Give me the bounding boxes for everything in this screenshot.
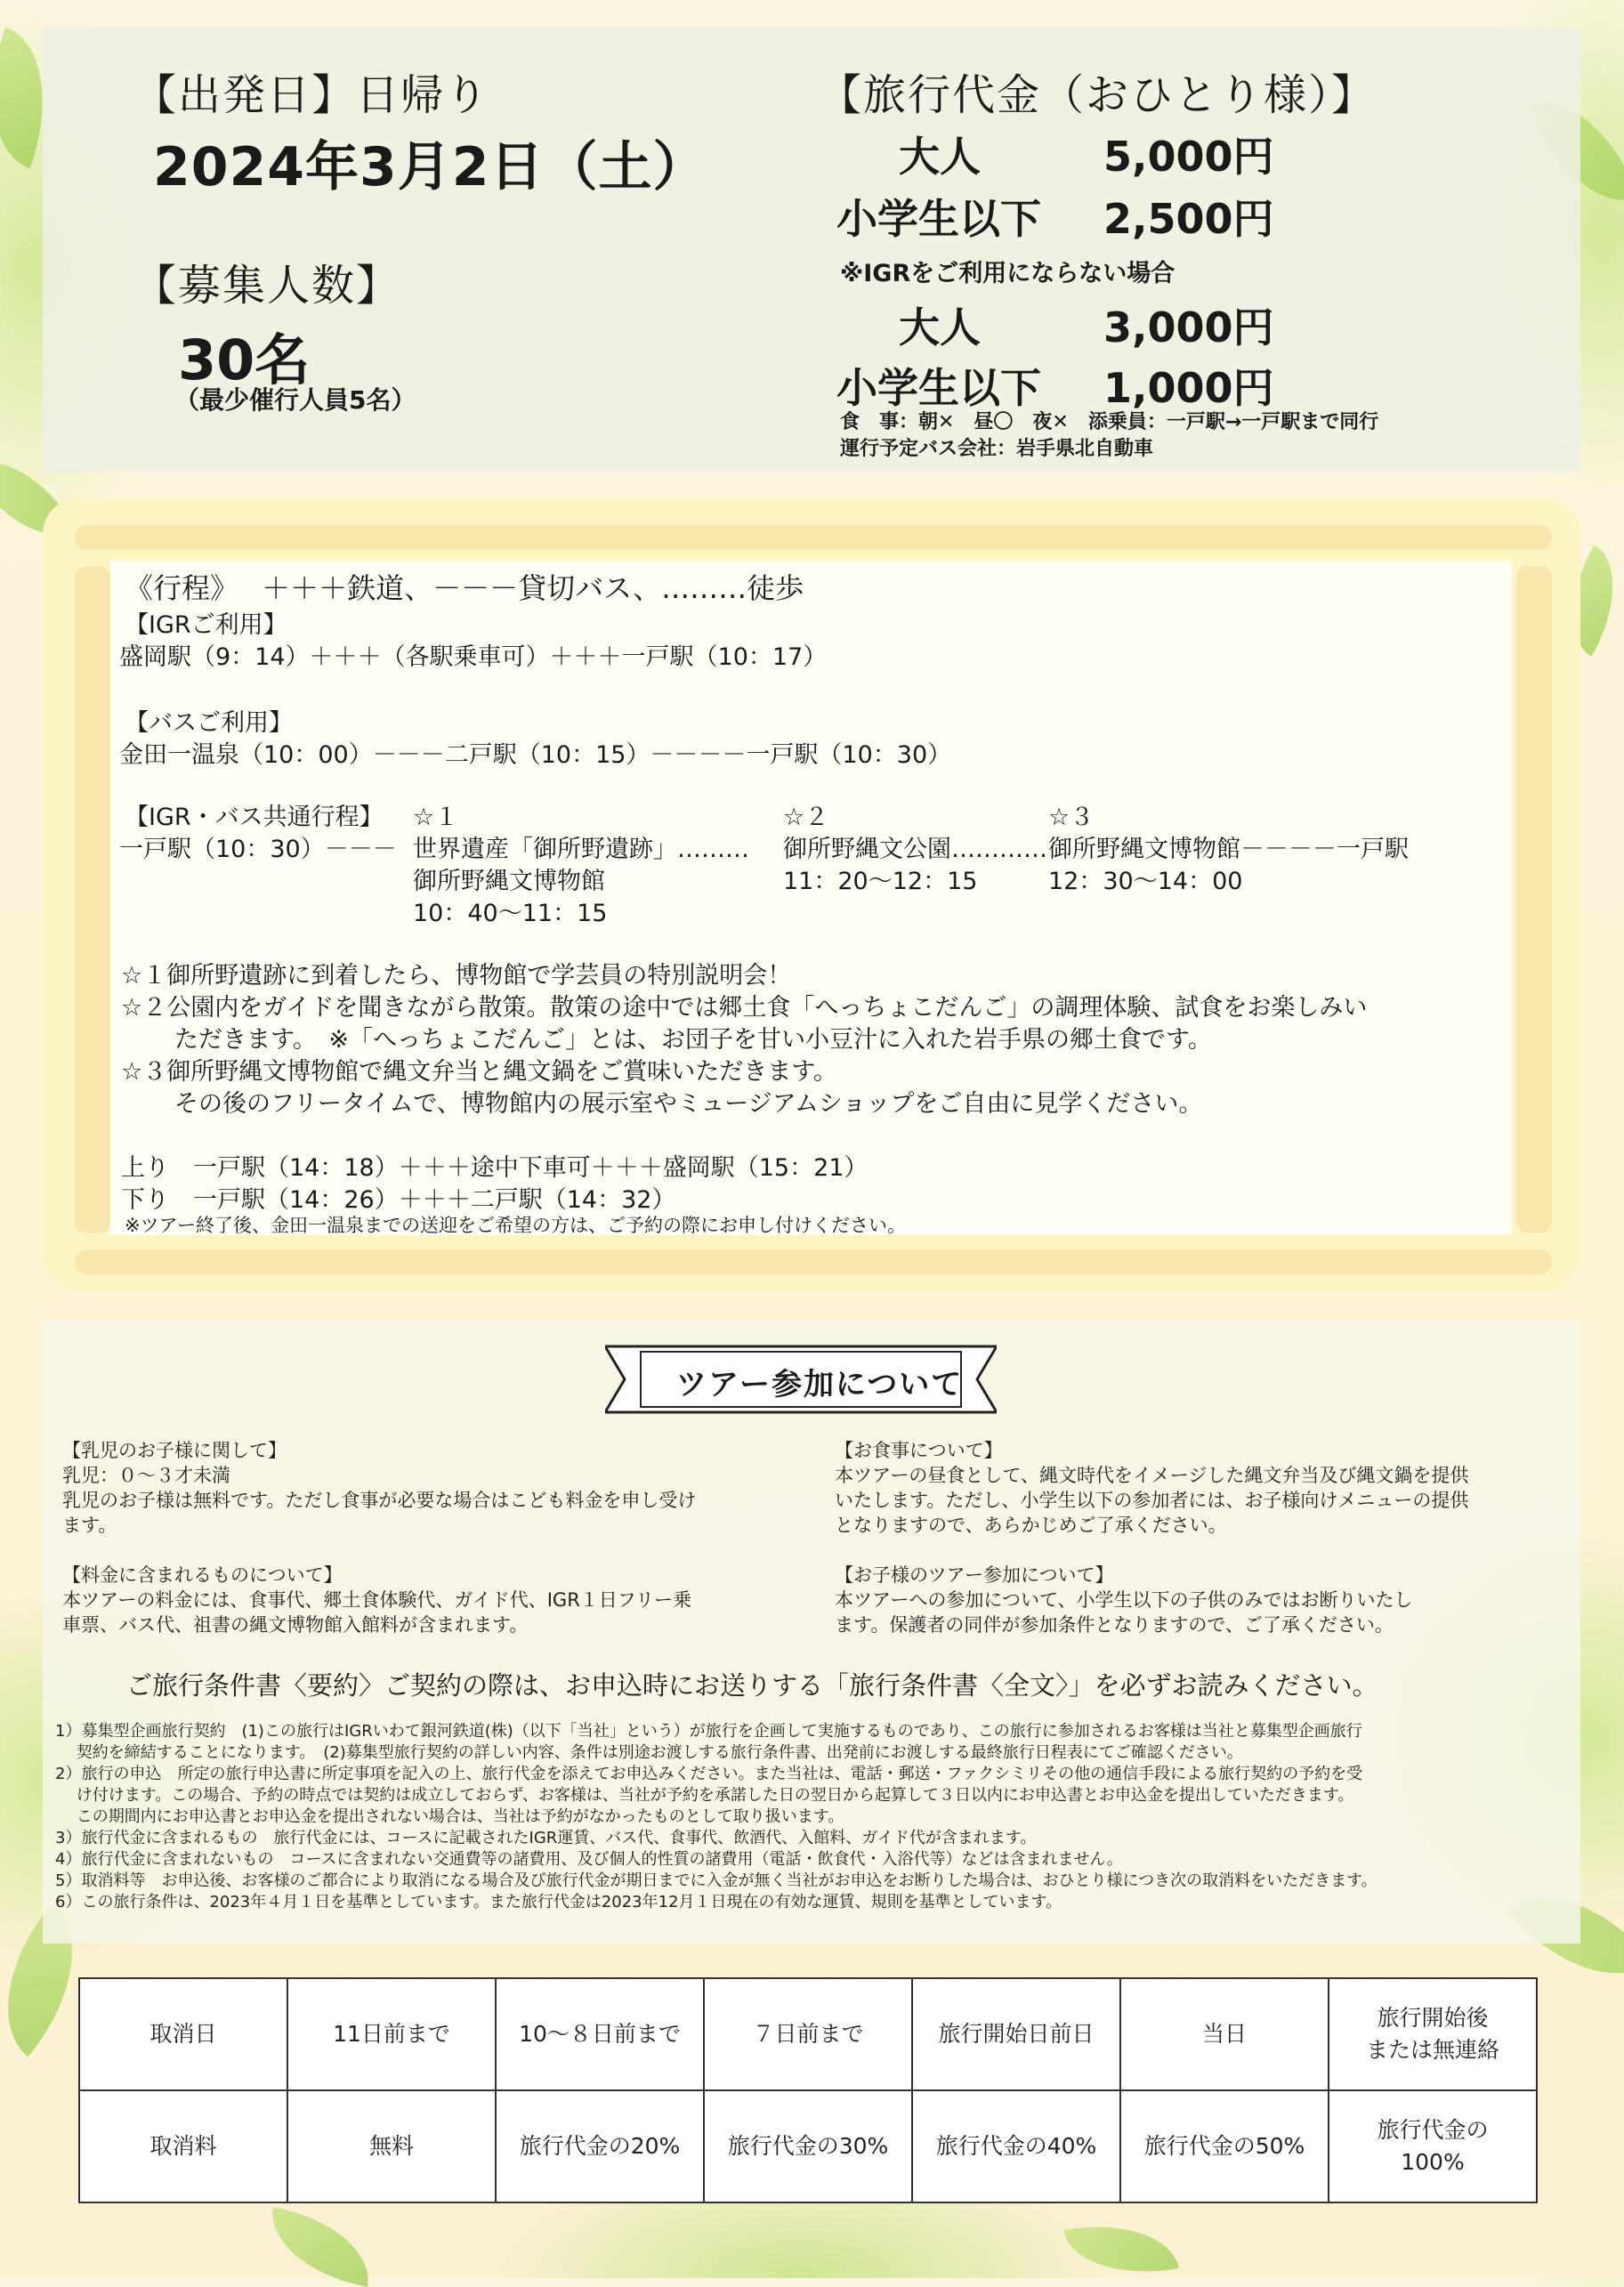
price-adult-label: 大人 bbox=[899, 133, 981, 181]
table-cell: 当日 bbox=[1120, 1978, 1329, 2090]
price-adult-amount: 3,000円 bbox=[1103, 303, 1274, 352]
child-heading: 【お子様のツアー参加について】 bbox=[835, 1564, 1114, 1586]
legal-line: 2）旅行の申込 所定の旅行申込書に所定事項を記入の上、旅行代金を添えてお申込みください。また当社は、電話・郵送・ファクシミリその他の通信手段による旅行契約の予約を受 bbox=[55, 1765, 1363, 1783]
stop-3-time: 12：30～14：00 bbox=[1048, 868, 1243, 895]
no-igr-note: ※IGRをご利用にならない場合 bbox=[840, 260, 1176, 287]
star-3: ☆３ bbox=[1048, 804, 1095, 831]
decorative-bar bbox=[75, 566, 110, 1233]
meal-line: 本ツアーの昼食として、縄文時代をイメージした縄文弁当及び縄文鍋を提供 bbox=[835, 1465, 1469, 1486]
child-line: ます。保護者の同伴が参加条件となりますので、ご了承ください。 bbox=[835, 1614, 1394, 1636]
legal-line: 契約を締結することになります。 (2)募集型旅行契約の詳しい内容、条件は別途お渡しする旅行条件書、出発前にお渡しする最終旅行日程表にてご確認ください。 bbox=[55, 1743, 1243, 1762]
igr-route: 盛岡駅（9：14）＋＋＋（各駅乗車可）＋＋＋一戸駅（10：17） bbox=[119, 643, 828, 671]
table-cell: 旅行開始後 または無連絡 bbox=[1329, 1978, 1537, 2090]
minimum-participants: （最少催行人員5名） bbox=[174, 385, 416, 415]
departure-label: 【出発日】日帰り bbox=[133, 70, 490, 120]
stop-2-name: 御所野縄文公園………… bbox=[783, 836, 1047, 863]
note-1: ☆１御所野遺跡に到着したら、博物館で学芸員の特別説明会！ bbox=[121, 962, 792, 990]
note-3: ☆３御所野縄文博物館で縄文弁当と縄文鍋をご賞味いただきます。 bbox=[121, 1058, 838, 1086]
common-start: 一戸駅（10：30）－－－ bbox=[119, 836, 397, 863]
departure-date: 2024年3月2日（土） bbox=[153, 136, 707, 198]
included-line: 車票、バス代、祖書の縄文博物館入館料が含まれます。 bbox=[62, 1614, 529, 1636]
note-3-cont: その後のフリータイムで、博物館内の展示室やミュージアムショップをご自由に見学ください。 bbox=[174, 1090, 1203, 1118]
leaf-decoration bbox=[1063, 2211, 1178, 2287]
table-cell: 旅行代金の20% bbox=[496, 2090, 704, 2202]
decorative-bar bbox=[75, 525, 1552, 550]
bus-label: 【バスご利用】 bbox=[125, 709, 293, 737]
legal-line: この期間内にお申込書とお申込金を提出されない場合は、当社は予約がなかったものとして取り扱います。 bbox=[55, 1807, 844, 1826]
meal-heading: 【お食事について】 bbox=[835, 1440, 1003, 1461]
decorative-bar bbox=[75, 1249, 1552, 1274]
child-line: 本ツアーへの参加について、小学生以下の子供のみではお断りいたし bbox=[835, 1589, 1413, 1611]
return-down: 下り 一戸駅（14：26）＋＋＋二戸駅（14：32） bbox=[121, 1186, 676, 1214]
legal-line: 6）この旅行条件は、2023年４月１日を基準としています。また旅行代金は2023年12月１日現在の有効な運賃、規則を基準としています。 bbox=[55, 1893, 1062, 1911]
decorative-bar bbox=[1516, 566, 1552, 1233]
legal-line: 5）取消料等 お申込後、お客様のご都合により取消になる場合及び旅行代金が期日までに入金が無く当社がお申込をお断りした場合は、おひとり様につき次の取消料をいただきます。 bbox=[55, 1871, 1378, 1890]
table-cell: 取消日 bbox=[79, 1978, 287, 2090]
legal-line: け付けます。この場合、予約の時点では契約は成立しておらず、お客様は、当社が予約を承諾した日の翌日から起算して３日以内にお申込書とお申込金を提出していただきます。 bbox=[55, 1786, 1354, 1805]
infant-line: 乳児：０～３才未満 bbox=[62, 1465, 230, 1486]
table-cell: 旅行代金の50% bbox=[1120, 2090, 1329, 2202]
bus-company: 運行予定バス会社：岩手県北自動車 bbox=[840, 438, 1154, 460]
capacity-label: 【募集人数】 bbox=[133, 261, 401, 311]
note-2: ☆２公園内をガイドを聞きながら散策。散策の途中では郷土食「へっちょこだんご」の調理体験、試食をお楽しみい bbox=[121, 994, 1368, 1022]
return-up: 上り 一戸駅（14：18）＋＋＋途中下車可＋＋＋盛岡駅（15：21） bbox=[121, 1154, 869, 1182]
itinerary-title: 《行程》 ＋＋＋鉄道、－－－貸切バス、………徒歩 bbox=[125, 571, 804, 605]
table-cell: 無料 bbox=[287, 2090, 496, 2202]
table-cell: 旅行開始日前日 bbox=[912, 1978, 1120, 2090]
bus-route: 金田一温泉（10：00）－－－二戸駅（10：15）－－－－一戸駅（10：30） bbox=[119, 741, 952, 769]
leaf-decoration bbox=[263, 2207, 378, 2287]
price-child-amount: 2,500円 bbox=[1103, 195, 1274, 243]
conditions-heading: ご旅行条件書〈要約〉ご契約の際は、お申込時にお送りする「旅行条件書〈全文〉」を必ずお読みください。 bbox=[126, 1670, 1378, 1701]
infant-line: ます。 bbox=[62, 1515, 117, 1536]
capacity-count: 30名 bbox=[178, 327, 311, 392]
table-cell: 旅行代金の40% bbox=[912, 2090, 1120, 2202]
price-adult-amount: 5,000円 bbox=[1103, 133, 1274, 181]
table-cell: 10～８日前まで bbox=[496, 1978, 704, 2090]
included-line: 本ツアーの料金には、食事代、郷土食体験代、ガイド代、IGR１日フリー乗 bbox=[62, 1589, 691, 1611]
price-label: 【旅行代金（おひとり様）】 bbox=[819, 70, 1377, 120]
legal-line: 1）募集型企画旅行契約 (1)この旅行はIGRいわて銀河鉄道(株)（以下「当社」という）が旅行を企画して実施するものであり、この旅行に参加されるお客様は当社と募集型企画旅行 bbox=[55, 1722, 1362, 1741]
itinerary-footnote: ※ツアー終了後、金田一温泉までの送迎をご希望の方は、ご予約の際にお申し付けください。 bbox=[125, 1215, 906, 1236]
banner-title: ツアー参加について bbox=[676, 1367, 964, 1402]
star-1: ☆１ bbox=[413, 804, 459, 831]
stop-1-sub: 御所野縄文博物館 bbox=[413, 868, 605, 895]
note-2-cont: ただきます。 ※「へっちょこだんご」とは、お団子を甘い小豆汁に入れた岩手県の郷土食です。 bbox=[174, 1026, 1212, 1054]
legal-line: 3）旅行代金に含まれるもの 旅行代金には、コースに記載されたIGR運賃、バス代、食事代、飲酒代、入館料、ガイド代が含まれます。 bbox=[55, 1829, 1037, 1847]
table-row bbox=[79, 2090, 1537, 2202]
table-cell: 旅行代金の 100% bbox=[1329, 2090, 1537, 2202]
price-adult-label: 大人 bbox=[899, 303, 981, 352]
stop-3-name: 御所野縄文博物館－－－－一戸駅 bbox=[1048, 836, 1409, 863]
star-2: ☆２ bbox=[783, 804, 829, 831]
stop-1-time: 10：40～11：15 bbox=[413, 900, 608, 927]
legal-line: 4）旅行代金に含まれないもの コースに含まれない交通費等の諸費用、及び個人的性質の諸費用（電話・飲食代・入浴代等）などは含まれません。 bbox=[55, 1850, 1123, 1869]
included-heading: 【料金に含まれるものについて】 bbox=[62, 1564, 343, 1586]
cancellation-table bbox=[78, 1977, 1538, 2203]
price-child-amount: 1,000円 bbox=[1103, 364, 1274, 412]
meals-info: 食 事：朝✕ 昼〇 夜✕ 添乗員：一戸駅→一戸駅まで同行 bbox=[840, 411, 1379, 433]
igr-label: 【IGRご利用】 bbox=[125, 611, 287, 639]
meal-line: となりますので、あらかじめご了承ください。 bbox=[835, 1515, 1227, 1536]
meal-line: いたします。ただし、小学生以下の参加者には、お子様向けメニューの提供 bbox=[835, 1490, 1469, 1511]
stop-1-name: 世界遺産「御所野遺跡」……… bbox=[413, 836, 749, 863]
table-cell: ７日前まで bbox=[704, 1978, 912, 2090]
stop-2-time: 11：20～12：15 bbox=[783, 868, 978, 895]
price-child-label: 小学生以下 bbox=[836, 364, 1041, 412]
table-cell: 取消料 bbox=[79, 2090, 287, 2202]
common-label: 【IGR・バス共通行程】 bbox=[125, 804, 384, 831]
table-row bbox=[79, 1978, 1537, 2090]
table-cell: 旅行代金の30% bbox=[704, 2090, 912, 2202]
table-cell: 11日前まで bbox=[287, 1978, 496, 2090]
infant-line: 乳児のお子様は無料です。ただし食事が必要な場合はこども料金を申し受け bbox=[62, 1490, 697, 1511]
infant-heading: 【乳児のお子様に関して】 bbox=[62, 1440, 287, 1461]
price-child-label: 小学生以下 bbox=[836, 195, 1041, 243]
